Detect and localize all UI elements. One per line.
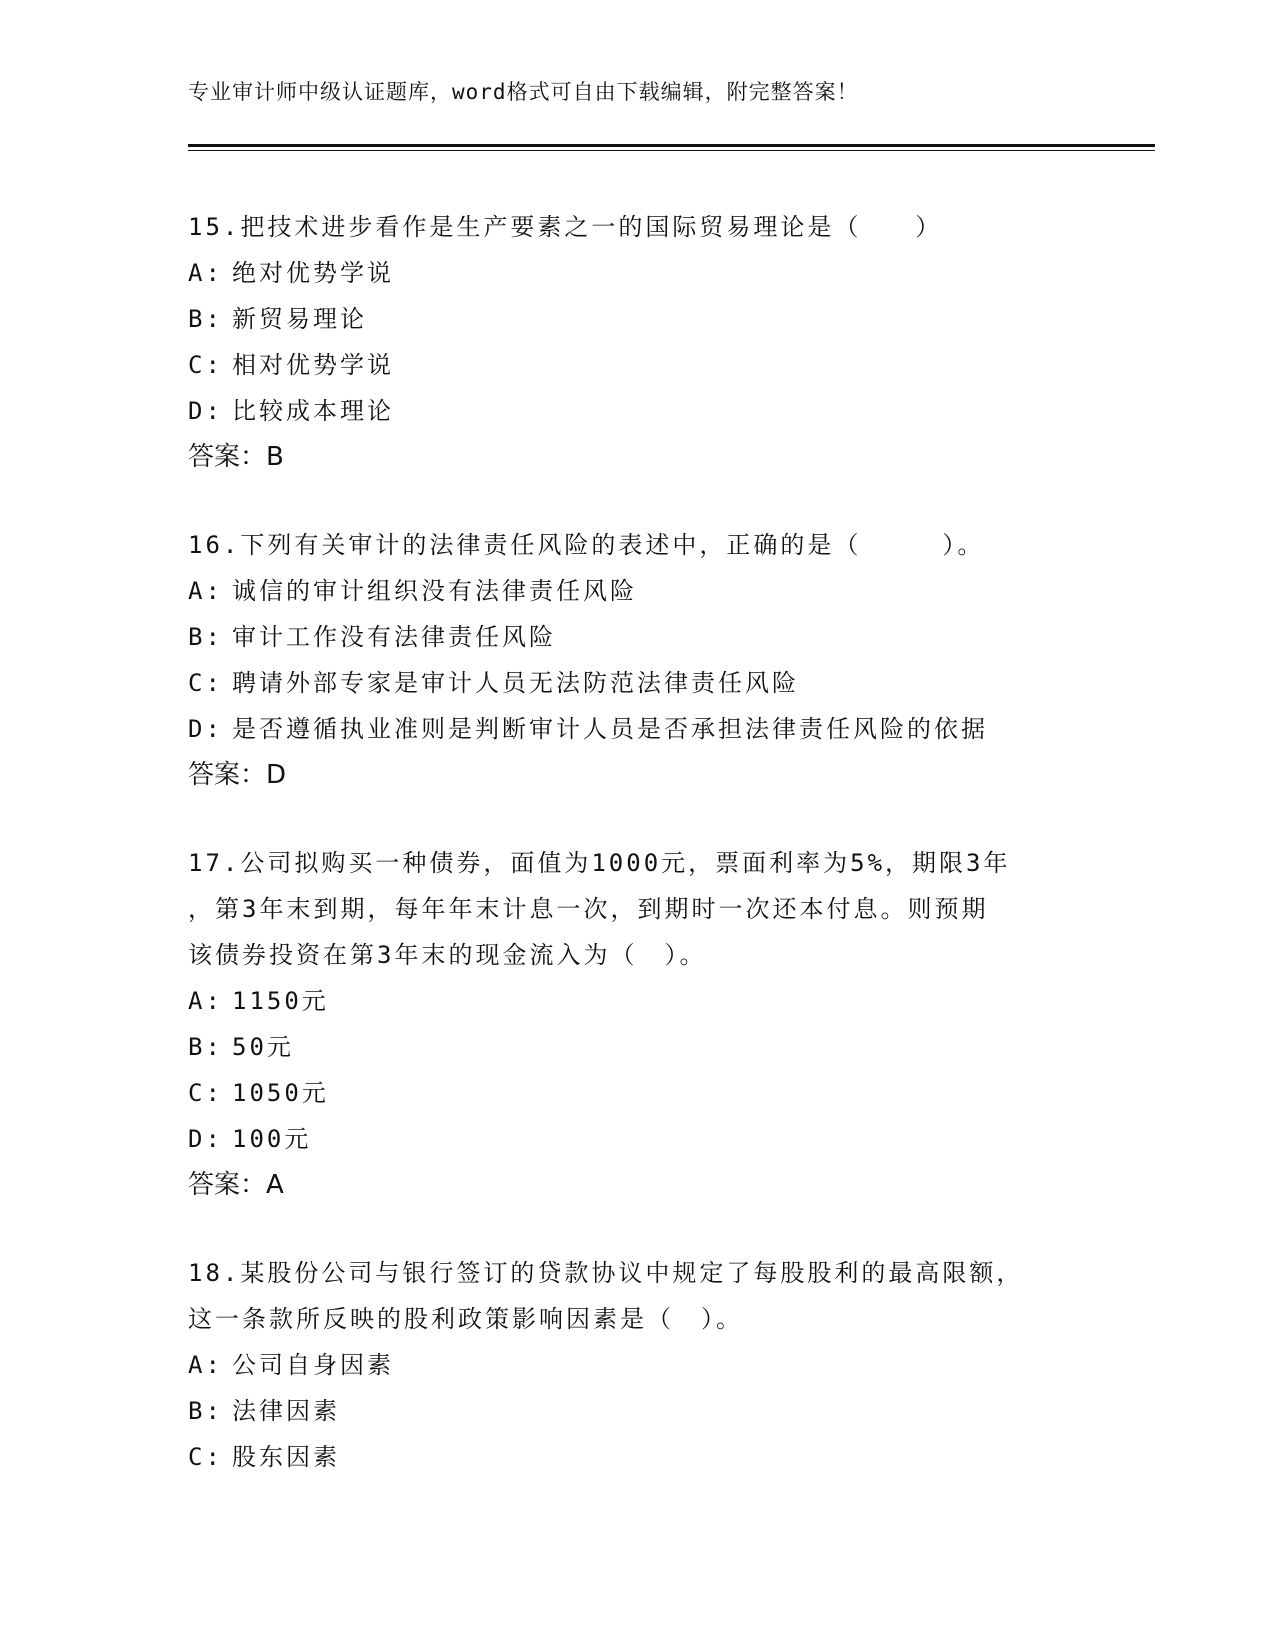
option-b: [188, 614, 1088, 660]
option-label: B:: [188, 305, 223, 333]
option-text: 法律因素: [232, 1397, 340, 1425]
option-text: 1050元: [232, 1079, 329, 1107]
option-label: B:: [188, 1033, 223, 1061]
question-list: [188, 204, 1088, 1522]
option-a: [188, 250, 1088, 296]
option-text: 比较成本理论: [232, 397, 394, 425]
option-text: 绝对优势学说: [232, 259, 394, 287]
option-c: [188, 660, 1088, 706]
option-text: 股东因素: [232, 1443, 340, 1471]
question-stem-line: ，第3年末到期，每年年末计息一次，到期时一次还本付息。则预期: [188, 895, 989, 923]
option-text: 100元: [232, 1125, 312, 1153]
option-text: 审计工作没有法律责任风险: [232, 623, 556, 651]
answer-line: 答案：A: [188, 1170, 284, 1200]
question-stem: 16.下列有关审计的法律责任风险的表述中，正确的是（ ）。: [188, 531, 985, 559]
question-16: [188, 522, 1088, 798]
option-text: 是否遵循执业准则是判断审计人员是否承担法律责任风险的依据: [232, 715, 988, 743]
option-text: 1150元: [232, 987, 329, 1015]
option-label: C:: [188, 1443, 223, 1471]
option-b: [188, 296, 1088, 342]
question-17: [188, 840, 1088, 1208]
option-a: [188, 978, 1088, 1024]
question-stem-line: 17.公司拟购买一种债券，面值为1000元，票面利率为5%，期限3年: [188, 849, 1011, 877]
question-stem: 15.把技术进步看作是生产要素之一的国际贸易理论是（ ）: [188, 213, 943, 241]
option-label: D:: [188, 715, 223, 743]
header-divider: [188, 144, 1155, 147]
option-label: A:: [188, 987, 223, 1015]
page-header: 专业审计师中级认证题库，word格式可自由下载编辑，附完整答案！: [188, 80, 859, 104]
question-stem-line: 18.某股份公司与银行签订的贷款协议中规定了每股股利的最高限额，: [188, 1259, 1024, 1287]
option-c: [188, 1434, 1088, 1480]
answer-line: 答案：B: [188, 442, 284, 472]
option-label: A:: [188, 1351, 223, 1379]
option-text: 公司自身因素: [232, 1351, 394, 1379]
option-label: D:: [188, 1125, 223, 1153]
option-b: [188, 1024, 1088, 1070]
question-18: [188, 1250, 1088, 1480]
question-stem-line: 该债券投资在第3年末的现金流入为（ ）。: [188, 941, 707, 969]
option-c: [188, 342, 1088, 388]
option-label: A:: [188, 577, 223, 605]
option-label: B:: [188, 623, 223, 651]
option-a: [188, 568, 1088, 614]
option-text: 新贸易理论: [232, 305, 367, 333]
option-a: [188, 1342, 1088, 1388]
option-label: D:: [188, 397, 223, 425]
option-label: C:: [188, 669, 223, 697]
option-label: C:: [188, 351, 223, 379]
option-d: [188, 1116, 1088, 1162]
option-label: A:: [188, 259, 223, 287]
header-divider-thin: [188, 150, 1155, 151]
option-label: B:: [188, 1397, 223, 1425]
question-stem-line: 这一条款所反映的股利政策影响因素是（ ）。: [188, 1305, 743, 1333]
option-text: 相对优势学说: [232, 351, 394, 379]
option-c: [188, 1070, 1088, 1116]
question-15: [188, 204, 1088, 480]
option-text: 聘请外部专家是审计人员无法防范法律责任风险: [232, 669, 799, 697]
option-b: [188, 1388, 1088, 1434]
option-label: C:: [188, 1079, 223, 1107]
option-text: 50元: [232, 1033, 294, 1061]
option-text: 诚信的审计组织没有法律责任风险: [232, 577, 637, 605]
option-d: [188, 706, 1088, 752]
option-d: [188, 388, 1088, 434]
answer-line: 答案：D: [188, 760, 287, 790]
